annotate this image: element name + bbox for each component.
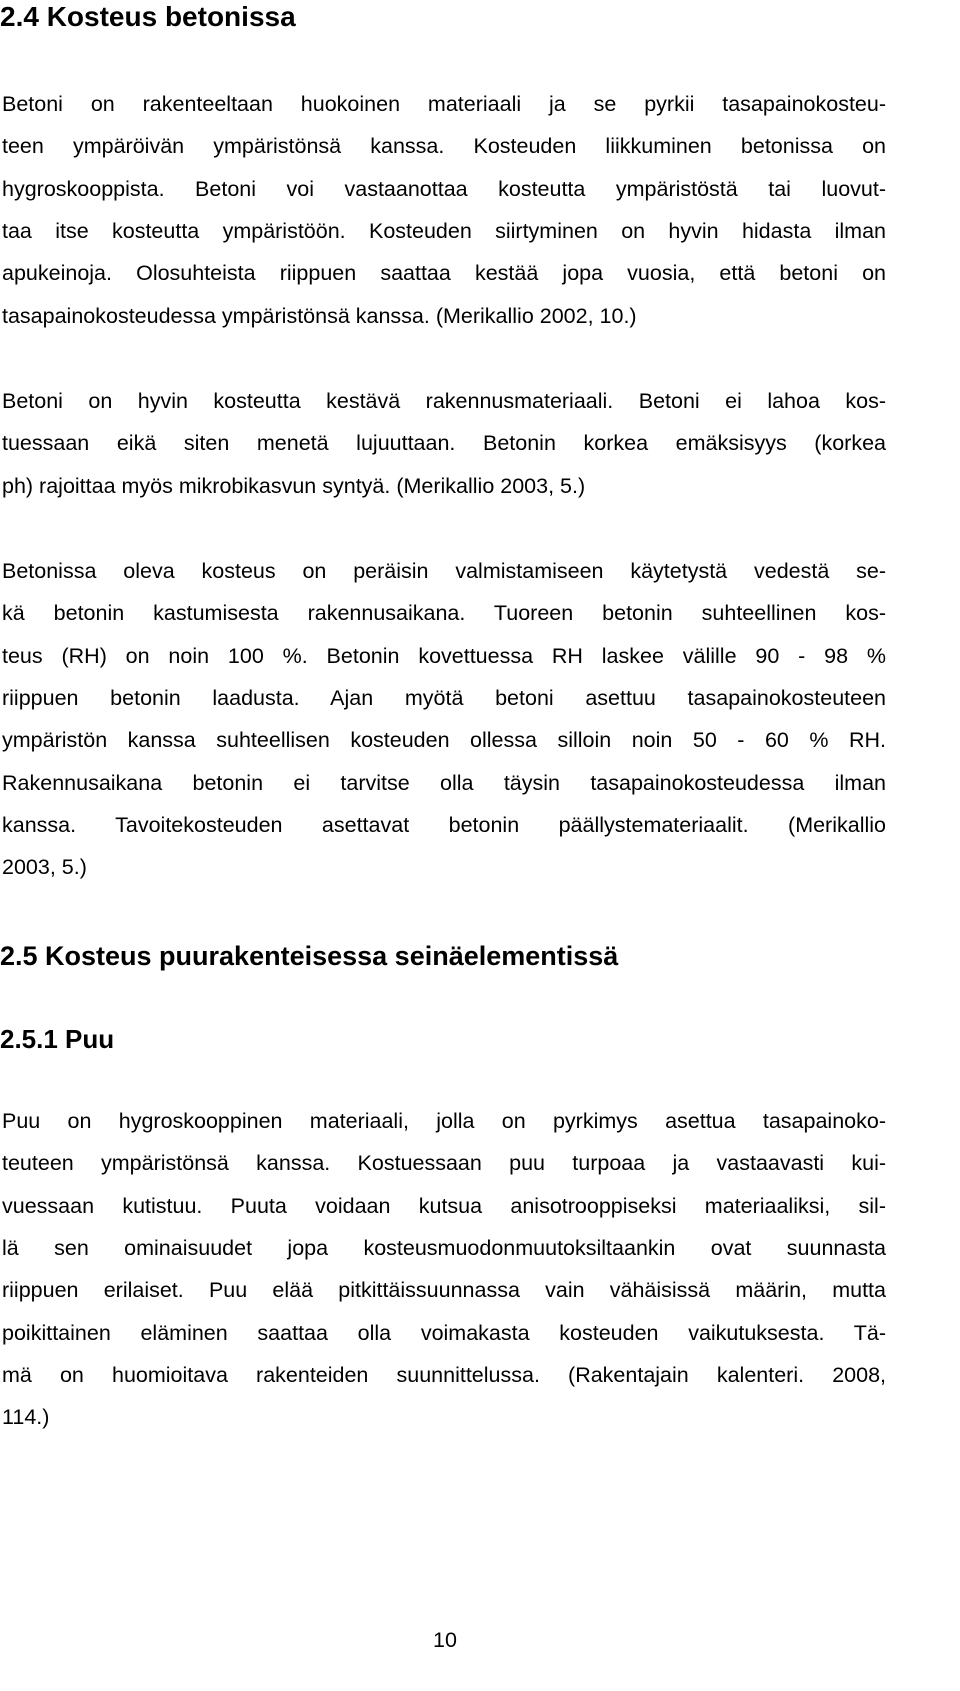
- text-line: ph) rajoittaa myös mikrobikasvun syntyä. (Merikallio 2003, 5.): [2, 474, 586, 498]
- text-line: poikittainen eläminen saattaa olla voimakasta kosteuden vaikutuksesta. Tä-: [2, 1321, 886, 1345]
- text-line: teus (RH) on noin 100 %. Betonin kovettuessa RH laskee välille 90 - 98 %: [2, 644, 886, 668]
- text-line: Betoni on rakenteeltaan huokoinen materiaali ja se pyrkii tasapainokosteu-: [2, 92, 886, 116]
- text-line: 114.): [2, 1405, 50, 1429]
- page-number: 10: [433, 1628, 457, 1652]
- text-line: Rakennusaikana betonin ei tarvitse olla täysin tasapainokosteudessa ilman: [2, 771, 886, 795]
- text-line: 2003, 5.): [2, 855, 87, 879]
- text-line: Betoni on hyvin kosteutta kestävä rakennusmateriaali. Betoni ei lahoa kos-: [2, 389, 886, 413]
- text-line: teen ympäröivän ympäristönsä kanssa. Kosteuden liikkuminen betonissa on: [2, 134, 886, 158]
- text-line: riippuen betonin laadusta. Ajan myötä betoni asettuu tasapainokosteuteen: [2, 686, 886, 710]
- subsection-heading-2-5-1: 2.5.1 Puu: [0, 1024, 115, 1054]
- text-line: ympäristön kanssa suhteellisen kosteuden ollessa silloin noin 50 - 60 % RH.: [2, 728, 886, 752]
- text-line: tasapainokosteudessa ympäristönsä kanssa. (Merikallio 2002, 10.): [2, 304, 637, 328]
- text-line: Puu on hygroskooppinen materiaali, jolla on pyrkimys asettua tasapainoko-: [2, 1109, 886, 1133]
- text-line: kanssa. Tavoitekosteuden asettavat betonin päällystemateriaalit. (Merikallio: [2, 813, 886, 837]
- section-heading-2-4: 2.4 Kosteus betonissa: [0, 1, 296, 32]
- text-line: riippuen erilaiset. Puu elää pitkittäissuunnassa vain vähäisissä määrin, mutta: [2, 1278, 886, 1302]
- text-line: kä betonin kastumisesta rakennusaikana. Tuoreen betonin suhteellinen kos-: [2, 601, 886, 625]
- text-line: mä on huomioitava rakenteiden suunnittelussa. (Rakentajain kalenteri. 2008,: [2, 1363, 886, 1387]
- text-line: lä sen ominaisuudet jopa kosteusmuodonmuutoksiltaankin ovat suunnasta: [2, 1236, 886, 1260]
- text-line: taa itse kosteutta ympäristöön. Kosteuden siirtyminen on hyvin hidasta ilman: [2, 219, 886, 243]
- text-line: teuteen ympäristönsä kanssa. Kostuessaan puu turpoaa ja vastaavasti kui-: [2, 1151, 886, 1175]
- text-line: Betonissa oleva kosteus on peräisin valmistamiseen käytetystä vedestä se-: [2, 559, 886, 583]
- section-heading-2-5: 2.5 Kosteus puurakenteisessa seinäelementissä: [0, 941, 619, 971]
- text-line: vuessaan kutistuu. Puuta voidaan kutsua anisotrooppiseksi materiaaliksi, sil-: [2, 1194, 886, 1218]
- text-line: hygroskooppista. Betoni voi vastaanottaa kosteutta ympäristöstä tai luovut-: [2, 177, 886, 201]
- text-line: apukeinoja. Olosuhteista riippuen saattaa kestää jopa vuosia, että betoni on: [2, 261, 886, 285]
- text-line: tuessaan eikä siten menetä lujuuttaan. Betonin korkea emäksisyys (korkea: [2, 431, 886, 455]
